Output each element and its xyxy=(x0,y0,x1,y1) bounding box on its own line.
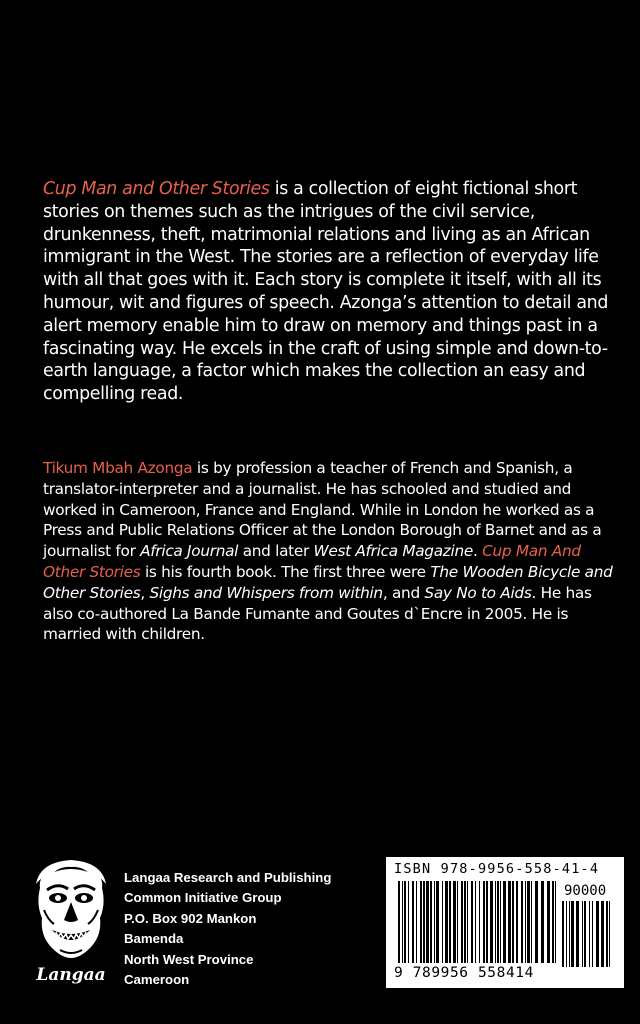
barcode-bar xyxy=(434,881,435,963)
barcode-bar xyxy=(562,901,564,967)
barcode-bar xyxy=(521,881,523,963)
bio-previous-book-2: Sighs and Whispers from within xyxy=(149,583,383,602)
barcode-bar xyxy=(552,881,554,963)
publisher-logo xyxy=(30,858,112,988)
blurb-text: is a collection of eight fictional short stories on themes such as the intrigues of the civil service, drunkenness, theft, matrimonial relations and living as an African immigrant in the West. The stories are a reflection of everyday life with all that goes with it. Each story is complete it itself, with all its humour, wit and figures of speech. Azonga’s attention to detail and alert memory enable him to draw on memory and things past in a fascinating way. He excels in the craft of using simple and down-to-earth language, a factor which makes the collection an easy and compelling read. xyxy=(43,179,609,405)
barcode-bar xyxy=(508,881,511,963)
barcode-bar xyxy=(566,901,567,967)
ean-barcode-bars xyxy=(398,881,558,969)
barcode-bar xyxy=(512,881,514,963)
barcode-bar xyxy=(576,901,579,967)
barcode-bar xyxy=(582,901,583,967)
author-name: Tikum Mbah Azonga xyxy=(43,459,193,477)
bio-text-5: , xyxy=(140,583,150,602)
barcode-bar xyxy=(503,881,506,963)
barcode-bar xyxy=(490,881,493,963)
publisher-line: Bamenda xyxy=(124,931,184,947)
publisher-line: North West Province xyxy=(124,951,254,967)
barcode-bar xyxy=(464,881,466,963)
publisher-line: Langaa Research and Publishing xyxy=(124,870,332,885)
barcode-bar xyxy=(453,881,456,963)
bio-book-title: Cup Man And Other Stories xyxy=(43,542,581,581)
barcode-bar xyxy=(457,881,458,963)
book-title: Cup Man and Other Stories xyxy=(43,179,270,199)
barcode-bar xyxy=(516,881,518,963)
bio-text-7: . He has also co-authored La Bande Fumante and Goutes d`Encre in 2005. He is married with children. xyxy=(43,583,592,644)
bio-text-6: , and xyxy=(382,583,425,602)
barcode-bar xyxy=(541,881,544,963)
barcode-bar xyxy=(486,881,488,963)
barcode-bar xyxy=(436,881,439,963)
barcode-bar xyxy=(589,901,590,967)
barcode-bar xyxy=(547,881,550,963)
barcode-bar xyxy=(475,881,476,963)
bio-publication-1: Africa Journal xyxy=(140,542,239,561)
barcode-bar xyxy=(449,881,451,963)
bio-text-4: is his fourth book. The first three were xyxy=(140,562,431,581)
barcode-bar xyxy=(596,901,599,967)
barcode-bar xyxy=(420,881,422,963)
publisher-address xyxy=(124,868,331,990)
barcode-bar xyxy=(555,881,556,963)
mask-icon xyxy=(30,858,112,988)
bio-text-3: . xyxy=(472,542,483,561)
bio-text-1: is by profession a teacher of French and Spanish, a translator-interpreter and a journalist. He has schooled and studied and worked in Cameroon, France and England. While in London he worked as a Press and Public Relations Officer at the London Borough of Barnet and as a journalist for xyxy=(43,459,602,561)
barcode-bar xyxy=(497,881,499,963)
barcode-bar xyxy=(569,901,570,967)
bio-publication-2: West Africa Magazine xyxy=(313,542,473,561)
barcode-bar xyxy=(398,881,400,963)
barcode-bar xyxy=(416,881,417,963)
publisher-line: Common Initiative Group xyxy=(124,890,282,906)
barcode-bar xyxy=(495,881,496,963)
barcode-bar xyxy=(423,881,425,963)
barcode-bar xyxy=(483,881,485,963)
barcode-bar xyxy=(479,881,480,963)
barcode-bar xyxy=(584,901,586,967)
barcode-bar xyxy=(412,881,414,963)
barcode-bar xyxy=(606,901,608,967)
barcode-bar xyxy=(525,881,526,963)
barcode-bar xyxy=(571,901,574,967)
isbn-barcode xyxy=(386,857,624,988)
barcode-bar xyxy=(402,881,403,963)
barcode-bar xyxy=(408,881,409,963)
publisher-line: P.O. Box 902 Mankon xyxy=(124,910,257,926)
author-bio xyxy=(43,458,613,645)
barcode-bar xyxy=(461,881,463,963)
barcode-bar xyxy=(404,881,406,963)
bio-text-2: and later xyxy=(238,542,314,561)
barcode-bar xyxy=(609,901,610,967)
ean-digits: 9 789956 558414 xyxy=(394,965,534,981)
barcode-bar xyxy=(442,881,443,963)
book-blurb xyxy=(43,178,613,406)
barcode-bar xyxy=(527,881,530,963)
publisher-line: Cameroon xyxy=(124,972,190,988)
barcode-bar xyxy=(592,901,593,967)
barcode-bar xyxy=(430,881,432,963)
price-code: 90000 xyxy=(564,883,607,899)
barcode-bar xyxy=(426,881,429,963)
price-addon-bars xyxy=(562,901,614,967)
barcode-bar xyxy=(535,881,538,963)
barcode-bar xyxy=(471,881,473,963)
barcode-bar xyxy=(467,881,468,963)
barcode-bar xyxy=(601,901,604,967)
bio-previous-book-3: Say No to Aids xyxy=(424,583,532,602)
bio-previous-book-1: The Wooden Bicycle and Other Stories xyxy=(43,562,613,602)
barcode-bar xyxy=(445,881,448,963)
logo-label: Langaa xyxy=(36,965,106,985)
barcode-bar xyxy=(500,881,501,963)
isbn-number: ISBN 978-9956-558-41-4 xyxy=(394,861,600,877)
barcode-bar xyxy=(531,881,532,963)
